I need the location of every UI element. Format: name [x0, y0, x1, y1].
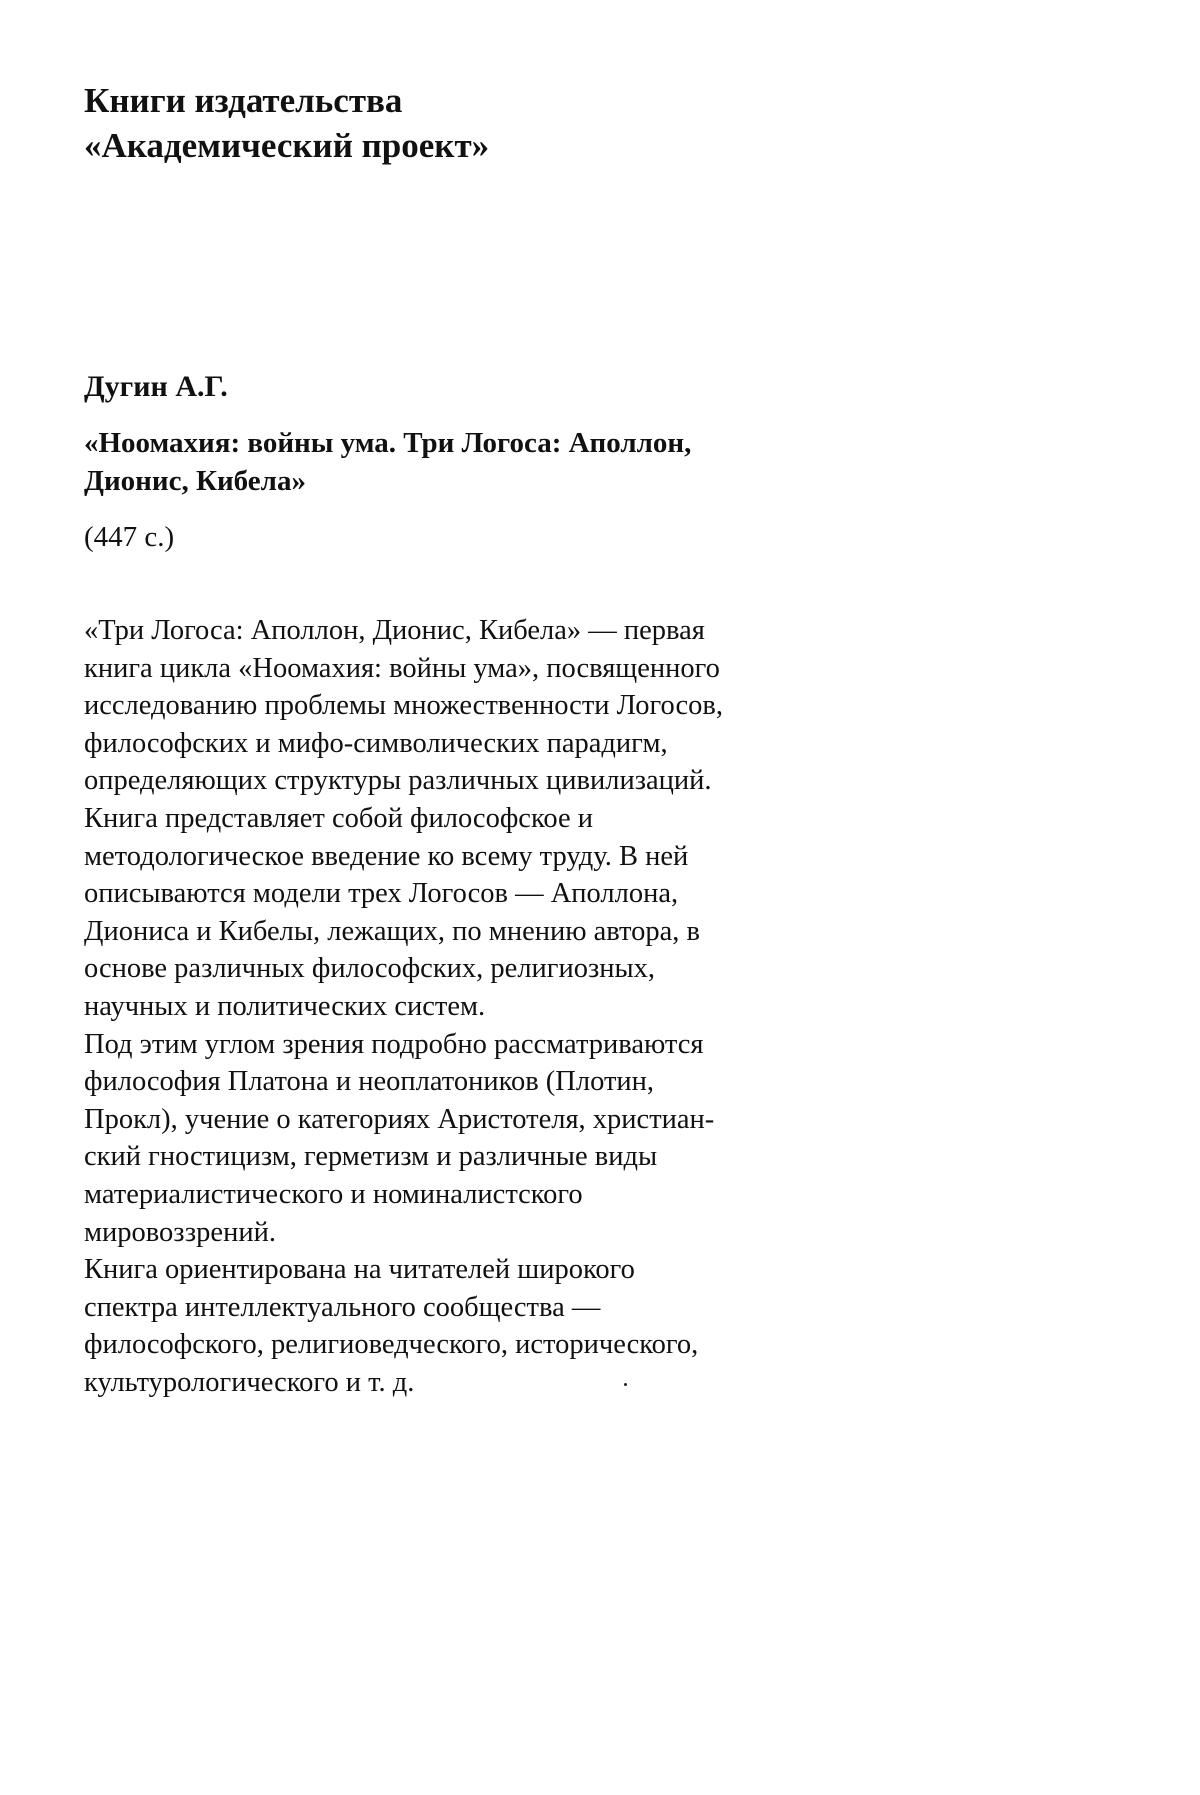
description-line: определяющих структуры различных цивилизаций. [84, 765, 712, 797]
description-line: описываются модели трех Логосов — Аполлона, [84, 878, 679, 910]
description-line: методологическое введение ко всему труду. В ней [84, 840, 689, 872]
description-line: Прокл), учение о категориях Аристотеля, христиан- [84, 1103, 715, 1135]
description-line: книга цикла «Ноомахия: войны ума», посвященного [84, 652, 720, 684]
description-line: основе различных философских, религиозных, [84, 953, 656, 985]
description-line: Диониса и Кибелы, лежащих, по мнению автора, в [84, 915, 700, 947]
description-line: научных и политических систем. [84, 990, 486, 1022]
scan-artifact-dot [624, 1383, 627, 1386]
description-line: Книга представляет собой философское и [84, 802, 593, 834]
description-line: Под этим углом зрения подробно рассматриваются [84, 1028, 704, 1060]
description-line: «Три Логоса: Аполлон, Дионис, Кибела» — первая [84, 615, 705, 646]
description-line: философских и мифо-символических парадигм, [84, 727, 668, 759]
description-line: ский гностицизм, герметизм и различные виды [84, 1141, 658, 1173]
description-line: культурологического и т. д. [84, 1366, 415, 1398]
description-line: материалистического и номиналистского [84, 1178, 583, 1210]
header-line-2: «Академический проект» [84, 126, 490, 165]
page-header [84, 78, 984, 168]
book-description [84, 612, 984, 1401]
book-page-count: (447 с.) [84, 521, 175, 553]
description-line: Книга ориентирована на читателей широкого [84, 1254, 635, 1286]
description-line: исследованию проблемы множественности Логосов, [84, 690, 723, 722]
description-line: мировоззрений. [84, 1216, 276, 1248]
description-line: философского, религиоведческого, исторического, [84, 1329, 699, 1361]
book-title [84, 424, 984, 500]
book-author: Дугин А.Г. [84, 370, 228, 403]
book-title-line-2: Дионис, Кибела» [84, 465, 306, 497]
book-entry [84, 368, 984, 556]
description-line: философия Платона и неоплатоников (Плотин, [84, 1066, 655, 1098]
book-title-line-1: «Ноомахия: войны ума. Три Логоса: Аполлон, [84, 427, 692, 459]
description-line: спектра интеллектуального сообщества — [84, 1291, 601, 1323]
header-line-1: Книги издательства [84, 81, 403, 120]
